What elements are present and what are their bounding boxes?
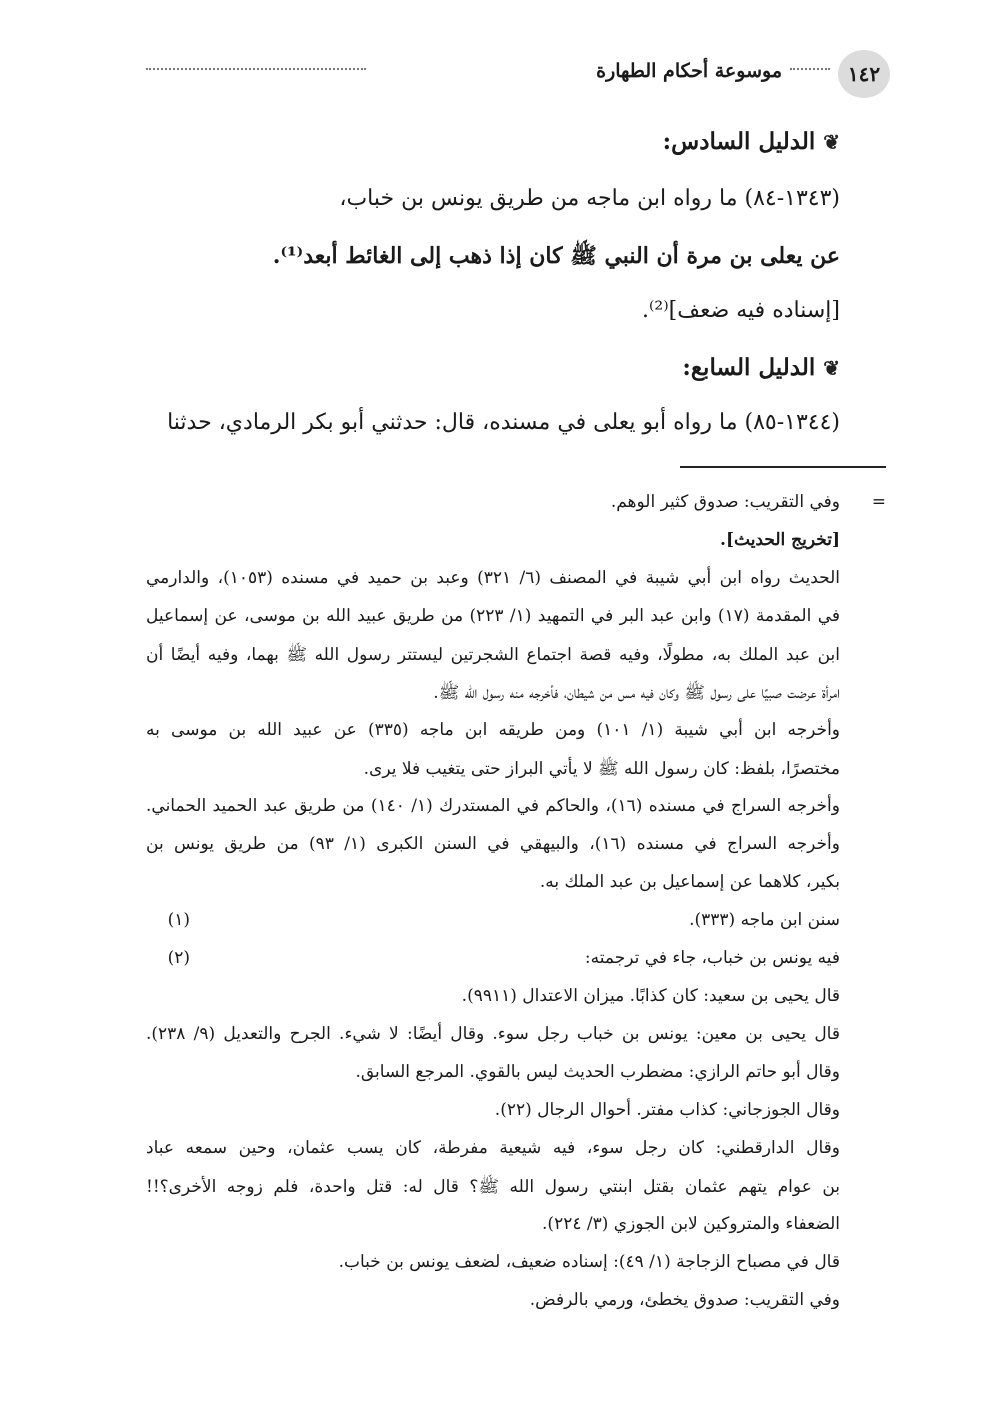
leaf-bullet-icon: ❦ — [823, 356, 840, 380]
footnote-2-marker: (٢) — [167, 948, 190, 968]
heading-evidence-6-text: الدليل السادس: — [662, 128, 816, 155]
continuation-mark: = — [871, 492, 886, 512]
hadith-1344-intro: (١٣٤٤-٨٥) ما رواه أبو يعلى في مسنده، قال: حدثني أبو بكر الرمادي، حدثنا — [167, 410, 840, 435]
footnote-divider — [680, 466, 886, 468]
running-header — [146, 50, 890, 98]
footnote-line: وأخرجه السراج في مسنده (١٦)، والبيهقي في السنن الكبرى (١/ ٩٣) من طريق يونس بن — [146, 834, 840, 854]
footnote-line: امرأة عرضت صبيًا على رسول ﷺ وكان فيه مس من شيطان، فأخرجه منه رسول الله ﷺ. — [433, 683, 840, 703]
footnote-2-line: الضعفاء والمتروكين لابن الجوزي (٣/ ٢٢٤). — [542, 1214, 840, 1234]
footnote-2-line: وقال أبو حاتم الرازي: مضطرب الحديث ليس بالقوي. المرجع السابق. — [355, 1062, 840, 1082]
footnote-line: ابن عبد الملك به، مطولًا، وفيه قصة اجتماع الشجرتين ليستتر رسول الله ﷺ بهما، وفيه أيضًا أن — [146, 645, 840, 665]
footnote-line: مختصرًا، بلفظ: كان رسول الله ﷺ لا يأتي البراز حتى يتغيب فلا يرى. — [363, 759, 840, 779]
hadith-1343-intro: (١٣٤٣-٨٤) ما رواه ابن ماجه من طريق يونس بن خباب، — [339, 186, 840, 211]
footnote-2-line: وفي التقريب: صدوق يخطئ، ورمي بالرفض. — [529, 1290, 840, 1310]
header-dots-left — [146, 68, 366, 70]
footnote-takhrij-heading: [تخريج الحديث]. — [720, 530, 840, 550]
heading-evidence-7 — [682, 354, 840, 381]
footnote-1-text: سنن ابن ماجه (٣٣٣). — [689, 910, 840, 930]
footnote-line: وأخرجه السراج في مسنده (١٦)، والحاكم في المستدرك (١/ ١٤٠) من طريق عبد الحميد الحماني. — [146, 796, 840, 816]
footnote-2-line: وقال الدارقطني: كان رجل سوء، فيه شيعية مفرطة، كان يسب عثمان، وحين سمعه عباد — [146, 1138, 840, 1158]
footnote-line: وأخرجه ابن أبي شيبة (١/ ١٠١) ومن طريقه ابن ماجه (٣٣٥) عن عبيد الله بن موسى به — [146, 720, 840, 740]
footnote-2-line: بن عوام يتهم عثمان بقتل ابنتي رسول الله ﷺ؟ قال له: قتل واحدة، فلم زوجه الأخرى؟!! — [146, 1177, 840, 1197]
footnote-line: بكير، كلاهما عن إسماعيل بن عبد الملك به. — [539, 872, 840, 892]
header-dots-right — [790, 68, 830, 70]
heading-evidence-7-text: الدليل السابع: — [682, 354, 816, 381]
footnote-line: الحديث رواه ابن أبي شيبة في المصنف (٦/ ٣٢١) وعبد بن حميد في مسنده (١٠٥٣)، والدارمي — [146, 568, 840, 588]
book-title: موسوعة أحكام الطهارة — [596, 60, 782, 82]
page-number: ١٤٢ — [838, 50, 890, 98]
footnote-2-line: قال يحيى بن سعيد: كان كذابًا. ميزان الاعتدال (٩٩١١). — [461, 986, 840, 1006]
footnote-2-line: فيه يونس بن خباب، جاء في ترجمته: — [584, 948, 840, 968]
footnote-2-line: قال يحيى بن معين: يونس بن خباب رجل سوء. وقال أيضًا: لا شيء. الجرح والتعديل (٩/ ٢٣٨). — [146, 1024, 840, 1044]
hadith-1343-grade: [إسناده فيه ضعف]⁽²⁾. — [641, 298, 840, 323]
footnote-line: في المقدمة (١٧) وابن عبد البر في التمهيد (١/ ٢٢٣) من طريق عبيد الله بن موسى، عن إسماعيل — [146, 606, 840, 626]
footnote-1-marker: (١) — [167, 910, 190, 930]
hadith-1343-text: عن يعلى بن مرة أن النبي ﷺ كان إذا ذهب إلى الغائط أبعد⁽¹⁾. — [272, 243, 840, 269]
footnote-2-line: وقال الجوزجاني: كذاب مفتر. أحوال الرجال (٢٢). — [494, 1100, 840, 1120]
leaf-bullet-icon: ❦ — [823, 130, 840, 154]
footnote-line: وفي التقريب: صدوق كثير الوهم. — [610, 492, 840, 512]
footnote-2-line: قال في مصباح الزجاجة (١/ ٤٩): إسناده ضعيف، لضعف يونس بن خباب. — [338, 1252, 840, 1272]
heading-evidence-6 — [663, 128, 840, 155]
